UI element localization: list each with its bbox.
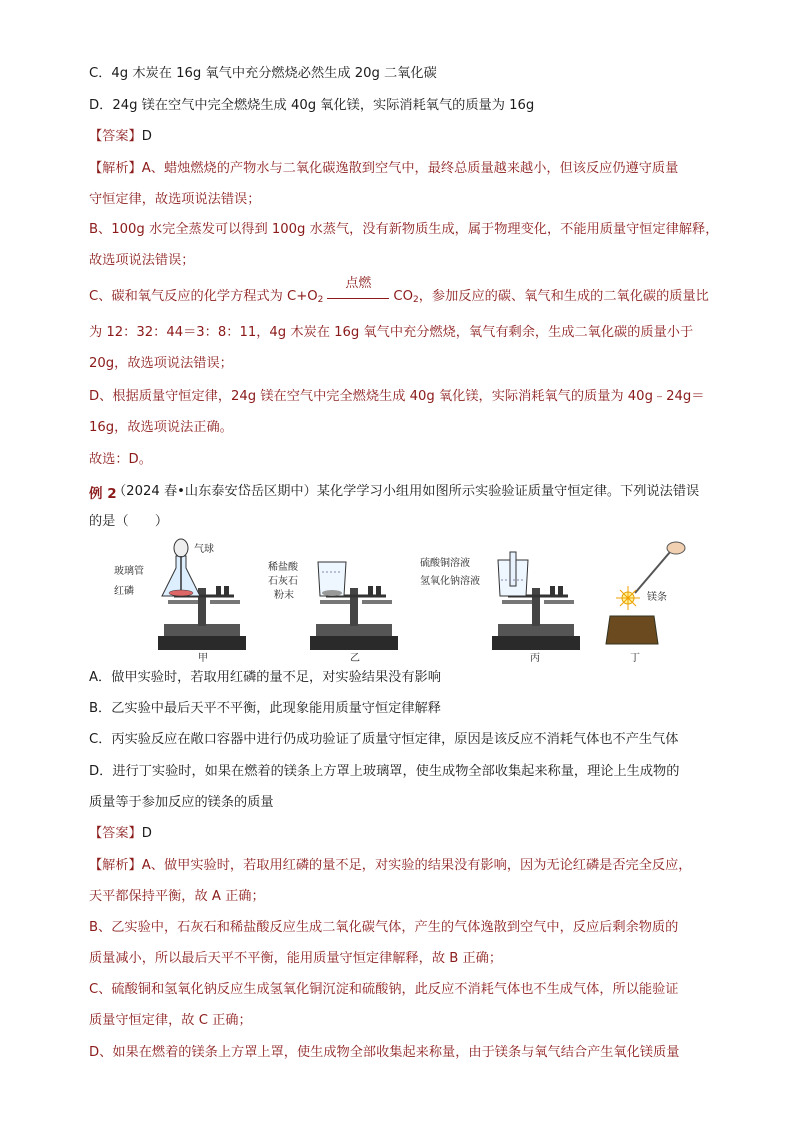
answer-1 [89, 127, 152, 147]
caption-jia: 甲 [198, 653, 208, 663]
example-2-line1: （2024 春•山东泰安岱岳区期中）某化学学习小组用如图所示实验验证质量守恒定律。下列说法错误 [113, 484, 700, 499]
option2-b: B．乙实验中最后天平不平衡，此现象能用质量守恒定律解释 [89, 701, 441, 716]
analysis-1-b-line1: B、100g 水完全蒸发可以得到 100g 水蒸气，没有新物质生成，属于物理变化，不能用质量守恒定律解释， [89, 222, 719, 237]
answer-value: D [141, 826, 152, 841]
analysis-1-c-line2: 为 12：32：44＝3：8：11，4g 木炭在 16g 氧气中充分燃烧，氧气有剩余，生成二氧化碳的质量小于 [89, 325, 694, 340]
option2-d-line2: 质量等于参加反应的镁条的质量 [89, 795, 274, 810]
analysis-2-c-line1: C、硫酸铜和氢氧化钠反应生成氢氧化铜沉淀和硫酸钠，此反应不消耗气体也不生成气体，所以能验证 [89, 982, 679, 997]
label-acid: 稀盐酸 [268, 562, 298, 573]
option-d: D．24g 镁在空气中完全燃烧生成 40g 氧化镁，实际消耗氧气的质量为 16g [89, 98, 535, 113]
analysis-1-d-line1: D、根据质量守恒定律，24g 镁在空气中完全燃烧生成 40g 氧化镁，实际消耗氧气的质量为 40g﹣24g＝ [89, 389, 705, 404]
label-phosphorus: 红磷 [114, 586, 134, 597]
label-cuso4: 硫酸铜溶液 [420, 558, 470, 569]
example-2-line2: 的是（ ） [89, 514, 169, 529]
analysis-2-b-line1: B、乙实验中，石灰石和稀盐酸反应生成二氧化碳气体，产生的气体逸散到空气中，反应后剩余物质的 [89, 920, 679, 935]
magnesium-burning [606, 542, 685, 644]
option2-d-line1: D．进行丁实验时，如果在燃着的镁条上方罩上玻璃罩，使生成物全部收集起来称量，理论上生成物的 [89, 764, 680, 779]
analysis-2-d-line1: D、如果在燃着的镁条上方罩上罩，使生成物全部收集起来称量，由于镁条与氧气结合产生氧化镁质量 [89, 1045, 680, 1060]
label-powder: 粉末 [274, 590, 294, 601]
balance-jia [158, 539, 246, 650]
experiment-figure [110, 538, 710, 663]
label-balloon: 气球 [194, 544, 214, 555]
analysis-2-a-line1: 【解析】A、做甲实验时，若取用红磷的量不足，对实验的结果没有影响，因为无论红磷是否完全反应， [89, 858, 692, 873]
answer-value: D [141, 129, 152, 144]
analysis-2-c-line2: 质量守恒定律，故 C 正确； [89, 1013, 252, 1028]
analysis-1-d-line2: 16g，故选项说法正确。 [89, 420, 233, 435]
analysis-tag: 【解析】 [89, 161, 142, 176]
analysis-2-b-line2: 质量减小，所以最后天平不平衡，能用质量守恒定律解释，故 B 正确； [89, 951, 503, 966]
caption-bing: 丙 [530, 653, 540, 663]
option2-a: A．做甲实验时，若取用红磷的量不足，对实验结果没有影响 [89, 670, 441, 685]
analysis-tag: 【解析】 [89, 858, 142, 873]
analysis-1-a-line2: 守恒定律，故选项说法错误； [89, 192, 261, 207]
option2-c: C．丙实验反应在敞口容器中进行仍成功验证了质量守恒定律，原因是该反应不消耗气体也不产生气体 [89, 732, 679, 747]
option-c: C．4g 木炭在 16g 氧气中充分燃烧必然生成 20g 二氧化碳 [89, 66, 437, 81]
balance-bing [492, 552, 580, 650]
answer-2 [89, 824, 152, 844]
balance-yi [310, 562, 398, 650]
analysis-2-a-line2: 天平都保持平衡，故 A 正确； [89, 889, 265, 904]
reaction-condition: 点燃 [323, 287, 393, 307]
label-mg: 镁条 [647, 592, 667, 603]
answer-tag: 【答案】 [89, 826, 142, 841]
caption-yi: 乙 [350, 653, 360, 663]
analysis-1-choose: 故选：D。 [89, 452, 152, 467]
caption-ding: 丁 [630, 653, 640, 663]
analysis-1-b-line2: 故选项说法错误； [89, 253, 195, 268]
label-limestone: 石灰石 [268, 576, 298, 587]
label-naoh: 氢氧化钠溶液 [420, 576, 480, 587]
analysis-1-c-equation-line: C、碳和氧气反应的化学方程式为 $C+O_2$ 点燃 $CO_2$，参加反应的碳、氧气和生成的二氧化碳的质量比 [89, 276, 709, 305]
label-glass: 玻璃管 [114, 566, 144, 577]
example-badge: 例 2 [89, 486, 117, 502]
analysis-1-a-line1: 【解析】A、蜡烛燃烧的产物水与二氧化碳逸散到空气中，最终总质量越来越小，但该反应仍遵守质量 [89, 161, 679, 176]
analysis-1-c-line3: 20g，故选项说法错误； [89, 356, 233, 371]
answer-tag: 【答案】 [89, 129, 142, 144]
